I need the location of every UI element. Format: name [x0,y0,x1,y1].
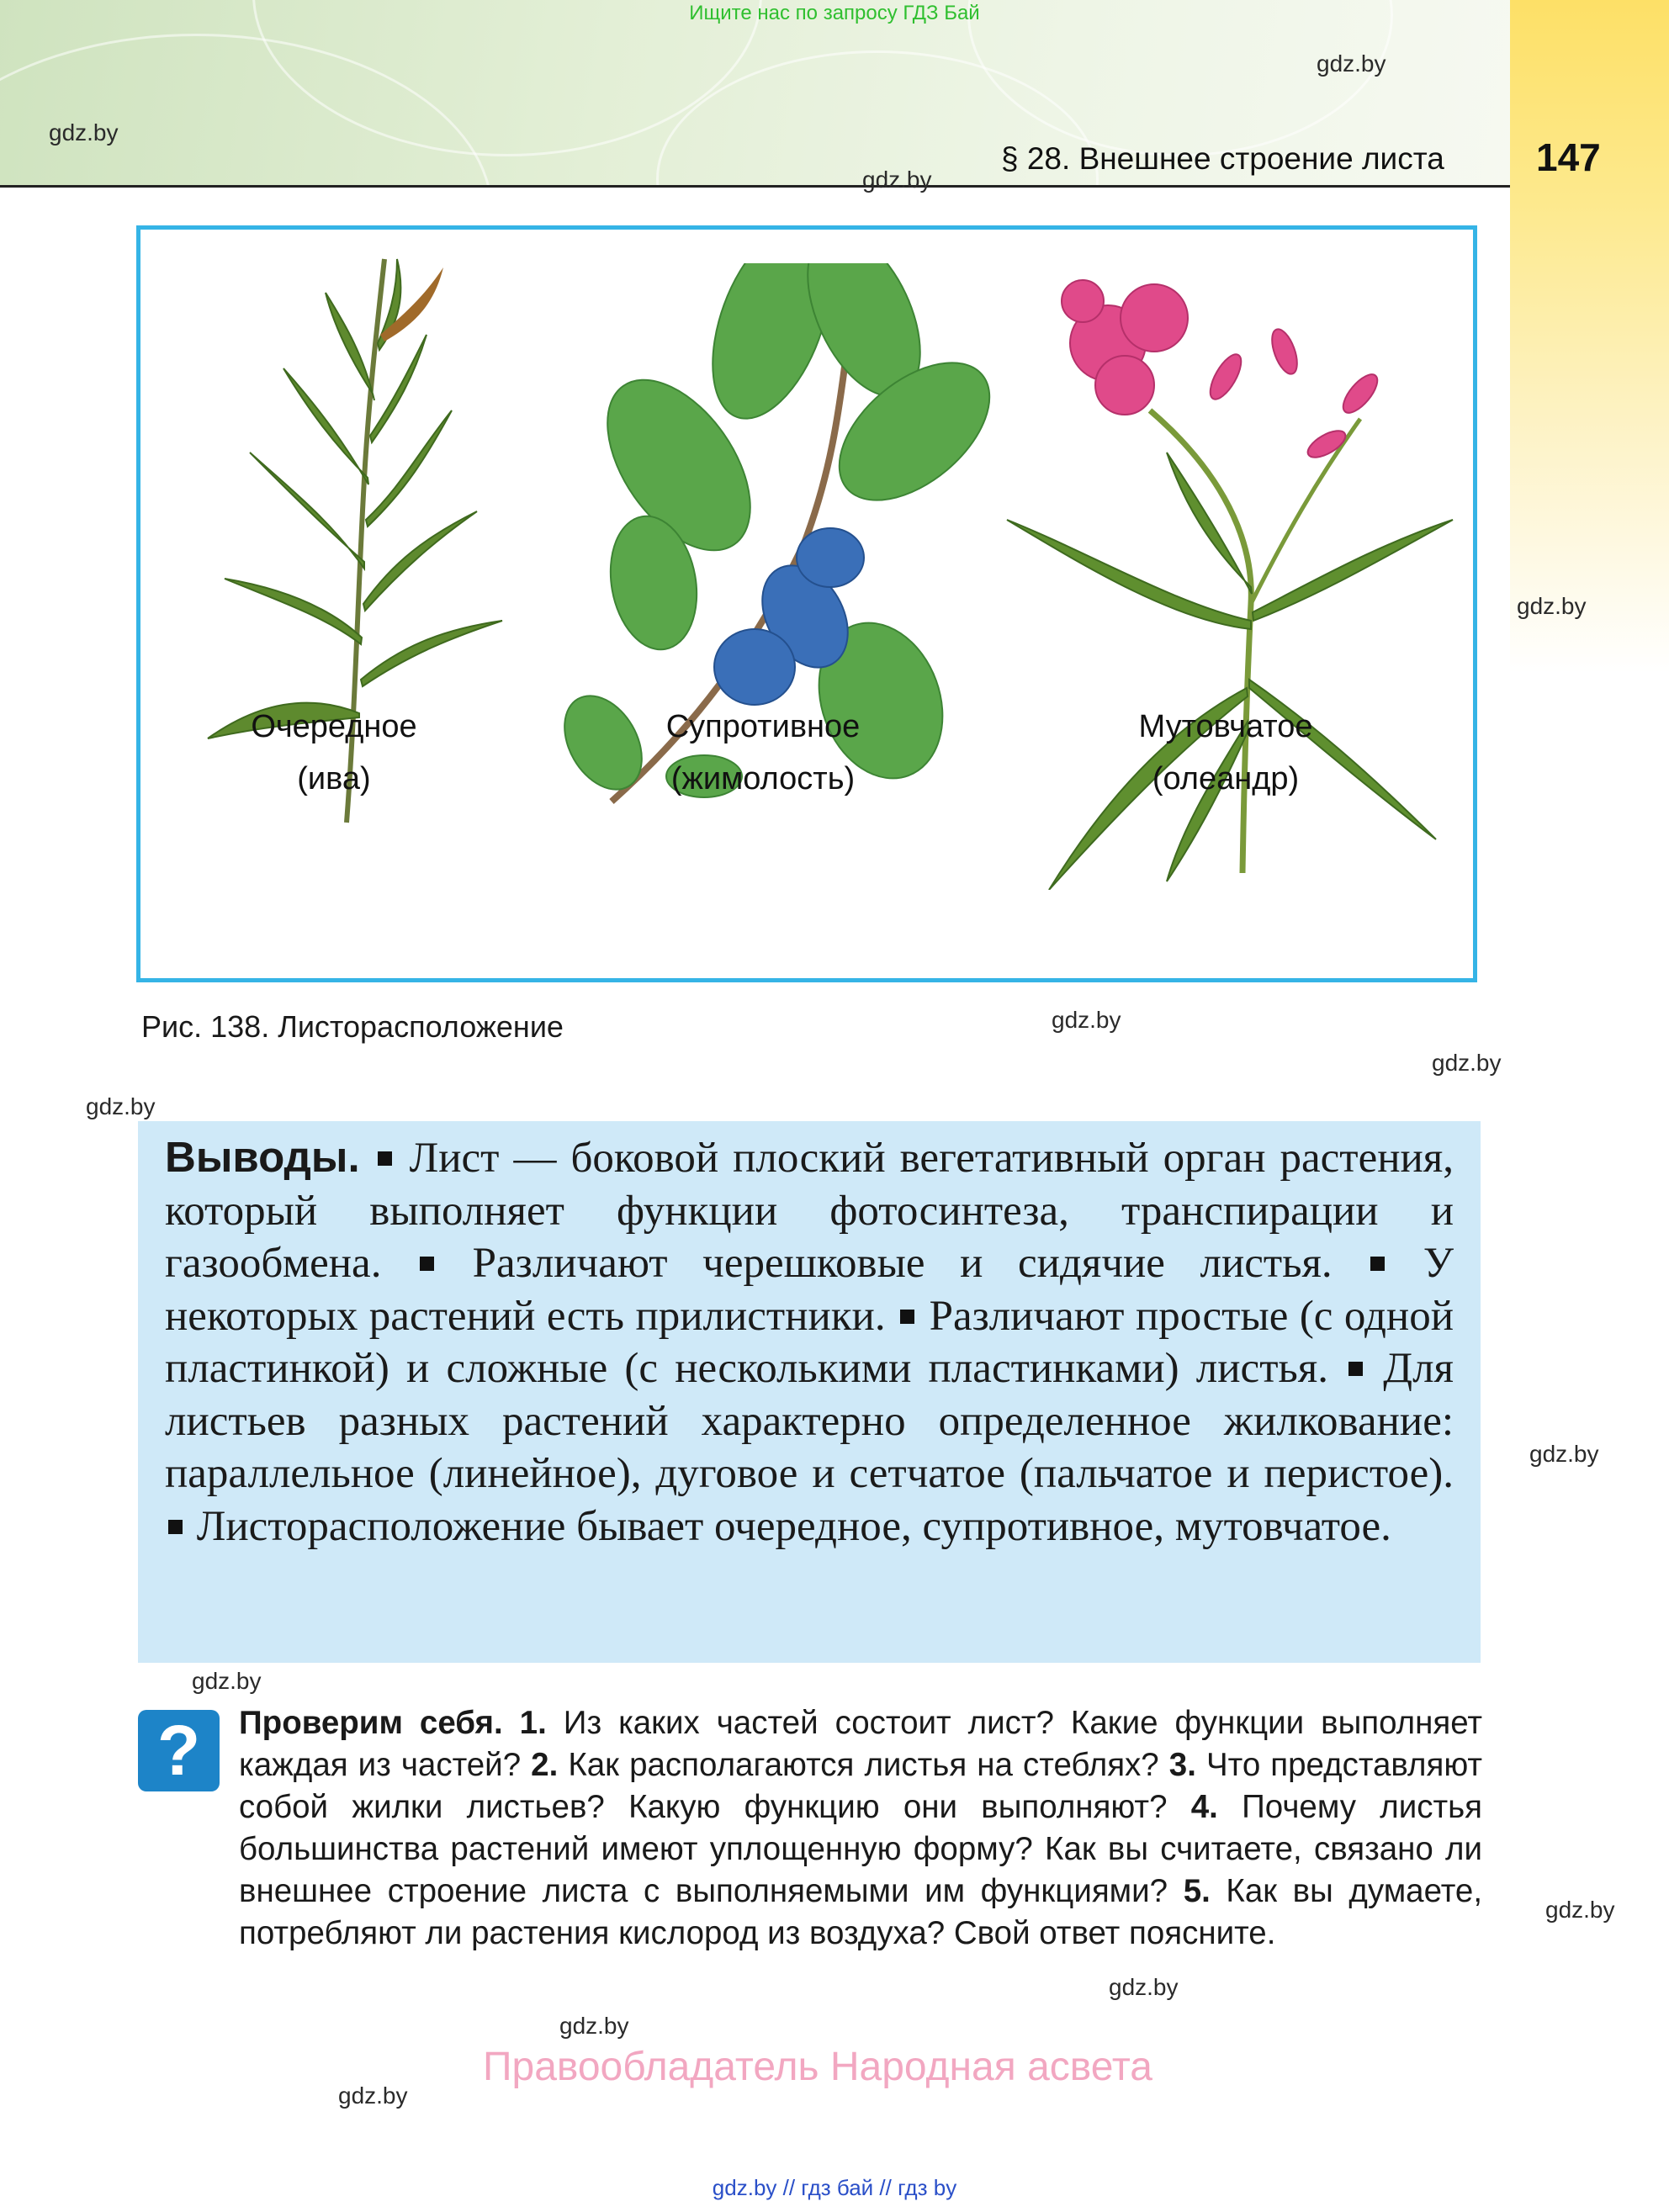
conclusions-text [165,1131,1454,1553]
section-title: § 28. Внешнее строение листа [1001,141,1444,176]
bullet-square-icon [900,1310,914,1324]
plant-caption [637,701,889,805]
figure-frame [136,225,1477,982]
conclusion-item: Различают простые (с одной пластинкой) и сложные (с несколькими пластинками) листья. [165,1292,1454,1392]
top-search-note[interactable]: Ищите нас по запросу ГДЗ Бай [689,2,980,24]
watermark: gdz.by [1529,1441,1599,1467]
question-number: 2. [531,1747,559,1783]
question-text: Как вы думаете, потребляют ли растения кислород из воздуха? Свой ответ поясните. [239,1873,1483,1951]
plant-name: (олеандр) [1152,761,1300,796]
conclusion-item: Лист — боковой плоский вегетативный орган растения, который выполняет функции фотосинтеза, транспирации и газообмена. [165,1135,1454,1287]
question-number: 1. [519,1705,547,1741]
leaf-arrangement-type: Супротивное [665,709,861,744]
page-number: 147 [1536,135,1601,179]
question-text: Что представляют собой жилки листьев? Какую функцию они выполняют? [239,1747,1482,1825]
question-number: 5. [1183,1873,1211,1909]
side-color-strip [1510,0,1669,673]
watermark: gdz.by [862,167,932,193]
leaf-arrangement-type: Мутовчатое [1138,709,1313,744]
watermark: gdz.by [86,1093,156,1119]
watermark: gdz.by [559,2013,629,2039]
watermark: gdz.by [192,1668,262,1694]
footer-links[interactable]: gdz.by // гдз бай // гдз by [712,2175,957,2200]
question-text: Почему листья большинства растений имеют уплощенную форму? Как вы считаете, связано ли внешнее строение листа с выполняемыми им функциями? [239,1789,1482,1909]
conclusion-item: Листорасположение бывает очередное, супротивное, мутовчатое. [196,1502,1391,1550]
conclusion-item: У некоторых растений есть прилистники. [165,1240,1454,1340]
header-divider [0,185,1510,188]
bullet-square-icon [420,1257,434,1271]
watermark: gdz.by [49,119,119,146]
figure-caption: Рис. 138. Листорасположение [141,1009,564,1044]
question-number: 3. [1168,1747,1196,1783]
watermark: gdz.by [1545,1897,1615,1923]
watermark: gdz.by [1109,1974,1179,2000]
copyright-notice: Правообладатель Народная асвета [483,2045,1152,2089]
watermark: gdz.by [1317,50,1386,77]
conclusions-box [138,1121,1481,1663]
leaf-arrangement-type: Очередное [251,709,417,744]
plant-caption [208,701,460,805]
bullet-square-icon [1348,1362,1363,1376]
bullet-square-icon [378,1151,392,1166]
bullet-square-icon [168,1520,183,1534]
questions-lead: Проверим себя. [239,1705,503,1741]
watermark: gdz.by [1432,1050,1502,1076]
plant-name: (ива) [297,761,371,796]
question-text: Как располагаются листья на стеблях? [568,1747,1159,1783]
question-mark-icon: ? [138,1710,220,1791]
self-check-questions [239,1702,1482,1955]
watermark: gdz.by [338,2082,408,2109]
watermark: gdz.by [1517,593,1587,619]
bullet-square-icon [1370,1257,1385,1271]
conclusion-item: Для листьев разных растений характерно определенное жилкование: параллельное (линейное), дуговое и сетчатое (пальчатое и перистое). [165,1345,1454,1497]
watermark: gdz.by [1052,1007,1121,1033]
plant-caption [1099,701,1352,805]
plant-name: (жимолость) [670,761,856,796]
conclusion-item: Различают черешковые и сидячие листья. [472,1240,1333,1287]
question-number: 4. [1190,1789,1218,1825]
question-text: Из каких частей состоит лист? Какие функции выполняет каждая из частей? [239,1705,1482,1783]
conclusions-lead: Выводы. [165,1133,360,1181]
